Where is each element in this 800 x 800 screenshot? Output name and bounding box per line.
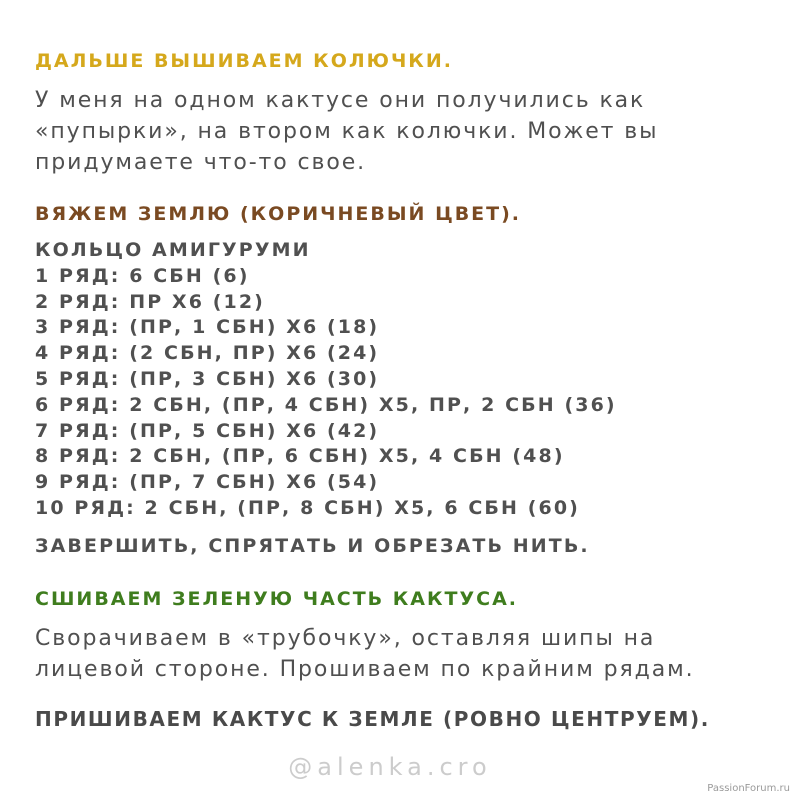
pattern-row: 10 РЯД: 2 СБН, (ПР, 8 СБН) Х5, 6 СБН (60)	[35, 496, 580, 519]
heading-attach-cactus: ПРИШИВАЕМ КАКТУС К ЗЕМЛЕ (РОВНО ЦЕНТРУЕМ).	[35, 707, 710, 731]
finish-instruction: ЗАВЕРШИТЬ, СПРЯТАТЬ И ОБРЕЗАТЬ НИТЬ.	[35, 535, 590, 557]
pattern-row: 5 РЯД: (ПР, 3 СБН) Х6 (30)	[35, 367, 380, 390]
paragraph-line: придумаете что-то свое.	[35, 150, 367, 175]
heading-sew-green-part: СШИВАЕМ ЗЕЛЕНУЮ ЧАСТЬ КАКТУСА.	[35, 588, 519, 610]
pattern-row: 4 РЯД: (2 СБН, ПР) Х6 (24)	[35, 342, 380, 365]
heading-embroider-spikes: ДАЛЬШЕ ВЫШИВАЕМ КОЛЮЧКИ.	[35, 50, 453, 72]
pattern-row: 6 РЯД: 2 СБН, (ПР, 4 СБН) Х5, ПР, 2 СБН (36)	[35, 393, 617, 416]
paragraph-line: Сворачиваем в «трубочку», оставляя шипы на	[35, 626, 656, 651]
pattern-row: 7 РЯД: (ПР, 5 СБН) Х6 (42)	[35, 419, 380, 442]
paragraph-line: «пупырки», на втором как колючки. Может вы	[35, 119, 659, 144]
pattern-row: 2 РЯД: ПР Х6 (12)	[35, 290, 265, 313]
heading-knit-soil: ВЯЖЕМ ЗЕМЛЮ (КОРИЧНЕВЫЙ ЦВЕТ).	[35, 203, 522, 225]
site-watermark: PassionForum.ru	[707, 783, 790, 794]
pattern-row: 3 РЯД: (ПР, 1 СБН) Х6 (18)	[35, 316, 380, 339]
pattern-row: КОЛЬЦО АМИГУРУМИ	[35, 239, 311, 261]
paragraph-sew	[35, 623, 694, 685]
author-credit: @alenka.cro	[288, 753, 492, 781]
pattern-row: 9 РЯД: (ПР, 7 СБН) Х6 (54)	[35, 471, 380, 494]
pattern-row: 8 РЯД: 2 СБН, (ПР, 6 СБН) Х5, 4 СБН (48)	[35, 445, 565, 468]
paragraph-line: У меня на одном кактусе они получились как	[35, 88, 646, 113]
paragraph-spikes	[35, 85, 658, 178]
soil-pattern-list	[35, 238, 617, 522]
instructions-page	[35, 0, 785, 800]
pattern-row: 1 РЯД: 6 СБН (6)	[35, 264, 250, 287]
paragraph-line: лицевой стороне. Прошиваем по крайним рядам.	[35, 657, 695, 682]
